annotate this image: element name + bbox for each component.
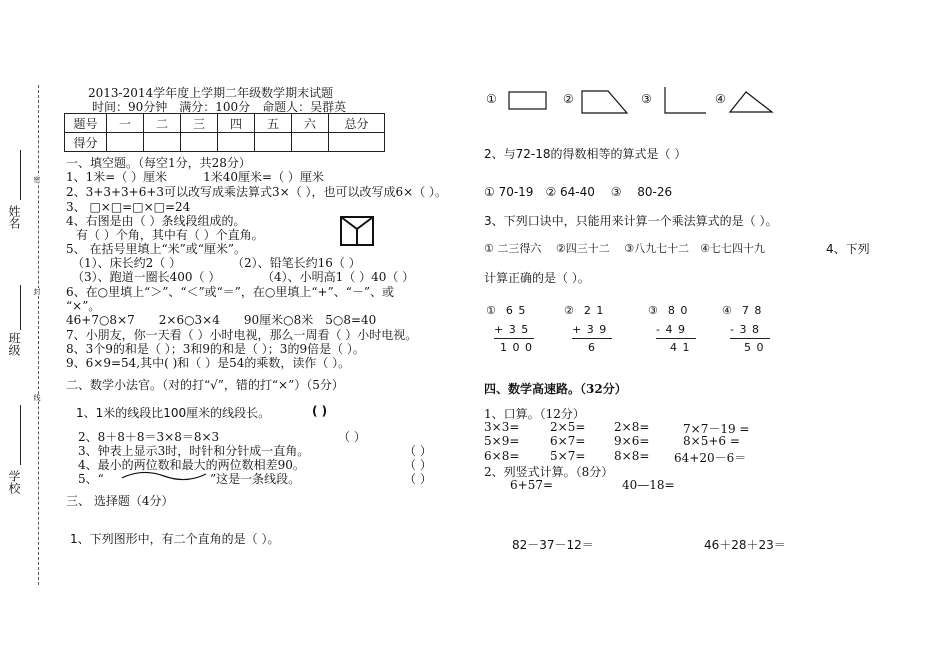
vertical-problem-4: 46＋28＋23＝ bbox=[704, 538, 786, 552]
question-1-5-2: （2）、铅笔长约16（ ） bbox=[232, 256, 361, 270]
calc-operand: + 3 5 bbox=[494, 323, 530, 336]
question-2-3: 3、钟表上显示3时，时针和分针成一直角。 bbox=[78, 444, 310, 458]
vertical-calc-title: 2、列竖式计算。（8分） bbox=[484, 465, 614, 479]
section1-title: 一、填空题。（每空1分，共28分） bbox=[66, 156, 251, 170]
question-1-8: 8、3个9的和是（ ）；3和9的和是（ ）；3的9倍是（ ）。 bbox=[66, 342, 365, 356]
seal-mark-3: 线 bbox=[33, 394, 41, 401]
calc-result: 6 bbox=[588, 341, 596, 354]
question-3-2-options: ① 70-19 ② 64-40 ③ 80-26 bbox=[484, 185, 673, 199]
question-1-4: 4、右图是由（ ）条线段组成的。 bbox=[66, 214, 246, 228]
section2-title: 二、数学小法官。（对的打“√”，错的打“×”）（5分） bbox=[66, 378, 344, 392]
vertical-problem-3: 82－37－12＝ bbox=[512, 538, 594, 552]
calc-divider bbox=[730, 338, 770, 339]
calc-top: 8̇ 0 bbox=[667, 304, 689, 317]
table-cell: 二 bbox=[144, 114, 181, 133]
score-table bbox=[64, 113, 385, 152]
vertical-problem-1: 6+57= bbox=[510, 478, 554, 492]
class-label: 班级 bbox=[7, 332, 21, 356]
oral-calc-title: 1、口算。（12分） bbox=[484, 407, 585, 421]
calc-divider bbox=[494, 338, 534, 339]
table-cell: 题号 bbox=[65, 114, 107, 133]
score-input-cell[interactable] bbox=[329, 133, 385, 152]
question-1-4-b: 有（ ）个角，其中有（ ）个直角。 bbox=[76, 228, 264, 242]
question-1-5-1: （1）、床长约2（ ） bbox=[72, 256, 182, 270]
shape-option-4-mark: ④ bbox=[715, 92, 726, 106]
calc-result: 5 0 bbox=[744, 341, 765, 354]
seal-mark-1: 密 bbox=[33, 176, 41, 183]
exam-info: 时间：90分钟 满分：100分 命题人：吴群英 bbox=[92, 100, 347, 114]
calc-operand: - 4 9 bbox=[656, 323, 686, 336]
oral-calc-item: 5×9= bbox=[484, 434, 520, 448]
calc-result: 4 1 bbox=[670, 341, 691, 354]
oral-calc-item: 6×8= bbox=[484, 449, 520, 463]
question-1-5-3: （3）、跑道一圈长400（ ） bbox=[72, 270, 221, 284]
vertical-problem-2: 40—18= bbox=[622, 478, 675, 492]
vertical-calc-2 bbox=[564, 304, 612, 354]
question-1-1: 1、1米=（ ）厘米 1米40厘米=（ ）厘米 bbox=[66, 170, 324, 184]
calc-mark: ② bbox=[564, 304, 575, 317]
vertical-calc-4 bbox=[722, 304, 770, 354]
calc-divider bbox=[572, 338, 612, 339]
question-1-2: 2、3+3+3+6+3可以改写成乘法算式3×（ ），也可以改写成6×（ ）。 bbox=[66, 185, 448, 199]
rectangle-shape bbox=[508, 91, 548, 111]
score-input-cell[interactable] bbox=[144, 133, 181, 152]
oral-calc-item: 8×5+6 = bbox=[683, 434, 740, 448]
score-input-cell[interactable] bbox=[292, 133, 329, 152]
calc-top: 7 8 bbox=[741, 304, 763, 317]
figure-segments bbox=[340, 215, 376, 247]
question-1-7: 7、小朋友，你一天看（ ）小时电视，那么一周看（ ）小时电视。 bbox=[66, 328, 418, 342]
section4-title: 四、数学高速路。（32分） bbox=[484, 382, 627, 396]
trapezoid-shape bbox=[580, 89, 630, 115]
name-label: 姓名 bbox=[7, 205, 21, 229]
calc-mark: ① bbox=[486, 304, 497, 317]
question-1-3: 3、 □×□=□×□=24 bbox=[66, 200, 191, 214]
oral-calc-item: 2×8= bbox=[614, 420, 650, 434]
shape-option-2-mark: ② bbox=[563, 92, 574, 106]
calc-mark: ④ bbox=[722, 304, 733, 317]
question-3-4-start: 4、下列 bbox=[826, 242, 870, 256]
score-input-cell[interactable] bbox=[255, 133, 292, 152]
question-3-3-options: ① 二三得六 ②四三十二 ③八九七十二 ④七七四十九 bbox=[484, 242, 765, 255]
answer-paren-2-2[interactable]: （ ） bbox=[338, 430, 366, 444]
school-label: 学校 bbox=[7, 470, 21, 494]
question-3-1: 1、下列图形中，有二个直角的是（ ）。 bbox=[70, 532, 280, 546]
shape-option-1-mark: ① bbox=[486, 92, 497, 106]
answer-paren-2-3[interactable]: （ ） bbox=[404, 444, 432, 458]
question-2-2: 2、8＋8＋8＝3×8＝8×3 bbox=[78, 430, 220, 444]
name-blank-line bbox=[20, 150, 21, 200]
calc-top: 6 5 bbox=[505, 304, 527, 317]
shape-option-3-mark: ③ bbox=[641, 92, 652, 106]
score-input-cell[interactable] bbox=[181, 133, 218, 152]
calc-mark: ③ bbox=[648, 304, 659, 317]
calc-divider bbox=[656, 338, 696, 339]
answer-paren-2-4[interactable]: （ ） bbox=[404, 458, 432, 472]
table-cell: 一 bbox=[107, 114, 144, 133]
oral-calc-item: 7×7－19 = bbox=[683, 422, 750, 436]
question-3-3: 3、下列口诀中，只能用来计算一个乘法算式的是（ ）。 bbox=[484, 214, 778, 228]
vertical-calc-1 bbox=[486, 304, 534, 354]
question-2-5-b: ”这是一条线段。 bbox=[210, 472, 301, 486]
right-angle-shape bbox=[662, 86, 708, 116]
score-table-row bbox=[65, 114, 385, 133]
exam-title: 2013-2014学年度上学期二年级数学期末试题 bbox=[88, 86, 334, 100]
oral-calc-item: 9×6= bbox=[614, 434, 650, 448]
question-2-4: 4、最小的两位数和最大的两位数相差90。 bbox=[78, 458, 305, 472]
oral-calc-item: 5×7= bbox=[550, 449, 586, 463]
oral-calc-item: 8×8= bbox=[614, 449, 650, 463]
answer-paren-2-1[interactable]: ( ) bbox=[312, 404, 328, 418]
binding-dashed-line bbox=[38, 85, 39, 585]
question-2-1: 1、1米的线段比100厘米的线段长。 bbox=[76, 406, 271, 420]
question-1-6: 6、在○里填上“＞”、“＜”或“＝”，在○里填上“+”、“－”、或 bbox=[66, 285, 394, 299]
calc-top: 2 1 bbox=[583, 304, 605, 317]
answer-paren-2-5[interactable]: （ ） bbox=[404, 472, 432, 486]
vertical-calc-3 bbox=[648, 304, 696, 354]
oral-calc-item: 3×3= bbox=[484, 420, 520, 434]
calc-operand: + 3 9 bbox=[572, 323, 608, 336]
oral-calc-item: 6×7= bbox=[550, 434, 586, 448]
calc-operand: - 3 8 bbox=[730, 323, 760, 336]
question-2-5-a: 5、“ bbox=[78, 472, 104, 486]
triangle-shape bbox=[728, 90, 774, 114]
oral-calc-item: 2×5= bbox=[550, 420, 586, 434]
calc-result: 1 0 0 bbox=[500, 341, 533, 354]
question-1-5-4: （4）、小明高1（ ）40（ ） bbox=[262, 270, 415, 284]
table-cell: 五 bbox=[255, 114, 292, 133]
question-3-4-rest: 计算正确的是（ ）。 bbox=[484, 271, 590, 285]
table-cell: 四 bbox=[218, 114, 255, 133]
question-3-2: 2、与72-18的得数相等的算式是（ ） bbox=[484, 147, 687, 161]
table-cell: 得分 bbox=[65, 133, 107, 152]
curve-line-figure bbox=[120, 466, 208, 486]
table-cell: 三 bbox=[181, 114, 218, 133]
section3-title: 三、 选择题（4分） bbox=[66, 494, 174, 508]
school-blank-line bbox=[20, 405, 21, 465]
score-table-row bbox=[65, 133, 385, 152]
table-cell: 总分 bbox=[329, 114, 385, 133]
seal-mark-2: 封 bbox=[33, 288, 41, 295]
score-input-cell[interactable] bbox=[218, 133, 255, 152]
oral-calc-item: 64+20－6＝ bbox=[674, 451, 747, 465]
question-1-5: 5、 在括号里填上“米”或“厘米”。 bbox=[66, 242, 246, 256]
score-input-cell[interactable] bbox=[107, 133, 144, 152]
class-blank-line bbox=[20, 285, 21, 330]
question-1-9: 9、6×9=54,其中( )和（ ）是54的乘数，读作（ ）。 bbox=[66, 356, 351, 370]
table-cell: 六 bbox=[292, 114, 329, 133]
question-1-6-c: 46+7○8×7 2×6○3×4 90厘米○8米 5○8=40 bbox=[66, 313, 377, 327]
question-1-6-b: “×”。 bbox=[66, 299, 101, 313]
